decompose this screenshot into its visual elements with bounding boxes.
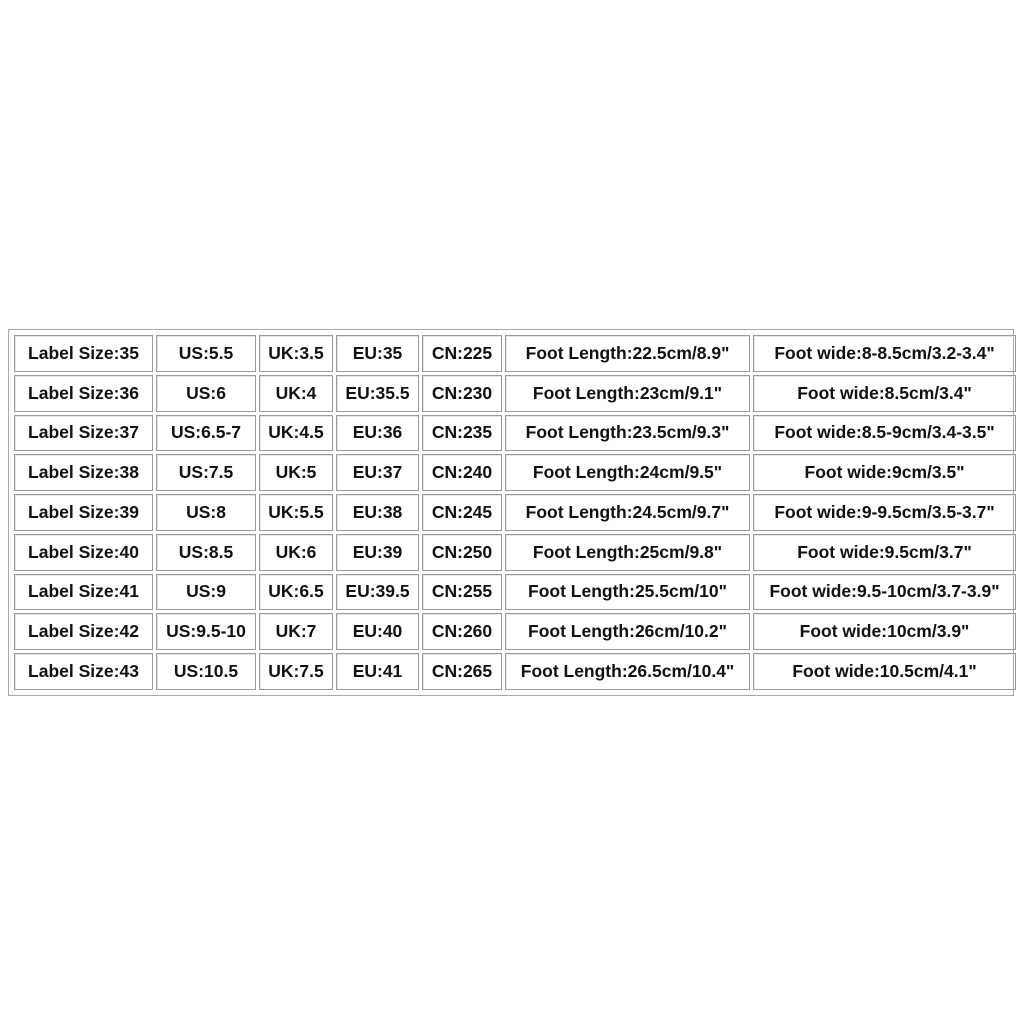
- uk-size-cell: UK:6.5: [259, 574, 333, 611]
- foot-wide-cell: Foot wide:9cm/3.5": [753, 454, 1016, 491]
- table-row: [14, 415, 1016, 452]
- foot-length-cell: Foot Length:25cm/9.8": [505, 534, 750, 571]
- table-row: [14, 494, 1016, 531]
- size-chart-table: [11, 332, 1019, 693]
- foot-length-cell: Foot Length:23cm/9.1": [505, 375, 750, 412]
- uk-size-cell: UK:5: [259, 454, 333, 491]
- cn-size-cell: CN:225: [422, 335, 502, 372]
- uk-size-cell: UK:6: [259, 534, 333, 571]
- table-row: [14, 653, 1016, 690]
- us-size-cell: US:7.5: [156, 454, 256, 491]
- eu-size-cell: EU:39.5: [336, 574, 419, 611]
- uk-size-cell: UK:7.5: [259, 653, 333, 690]
- foot-length-cell: Foot Length:26cm/10.2": [505, 613, 750, 650]
- cn-size-cell: CN:230: [422, 375, 502, 412]
- foot-wide-cell: Foot wide:9.5cm/3.7": [753, 534, 1016, 571]
- us-size-cell: US:6.5-7: [156, 415, 256, 452]
- foot-wide-cell: Foot wide:10.5cm/4.1": [753, 653, 1016, 690]
- cn-size-cell: CN:245: [422, 494, 502, 531]
- cn-size-cell: CN:265: [422, 653, 502, 690]
- foot-length-cell: Foot Length:26.5cm/10.4": [505, 653, 750, 690]
- uk-size-cell: UK:5.5: [259, 494, 333, 531]
- table-row: [14, 375, 1016, 412]
- foot-length-cell: Foot Length:25.5cm/10": [505, 574, 750, 611]
- cn-size-cell: CN:260: [422, 613, 502, 650]
- label-size-cell: Label Size:36: [14, 375, 153, 412]
- table-row: [14, 613, 1016, 650]
- label-size-cell: Label Size:35: [14, 335, 153, 372]
- uk-size-cell: UK:7: [259, 613, 333, 650]
- table-row: [14, 335, 1016, 372]
- cn-size-cell: CN:235: [422, 415, 502, 452]
- label-size-cell: Label Size:38: [14, 454, 153, 491]
- us-size-cell: US:8.5: [156, 534, 256, 571]
- foot-wide-cell: Foot wide:9.5-10cm/3.7-3.9": [753, 574, 1016, 611]
- foot-wide-cell: Foot wide:10cm/3.9": [753, 613, 1016, 650]
- foot-length-cell: Foot Length:24cm/9.5": [505, 454, 750, 491]
- eu-size-cell: EU:37: [336, 454, 419, 491]
- foot-length-cell: Foot Length:22.5cm/8.9": [505, 335, 750, 372]
- label-size-cell: Label Size:43: [14, 653, 153, 690]
- table-row: [14, 454, 1016, 491]
- foot-length-cell: Foot Length:23.5cm/9.3": [505, 415, 750, 452]
- label-size-cell: Label Size:42: [14, 613, 153, 650]
- us-size-cell: US:9.5-10: [156, 613, 256, 650]
- us-size-cell: US:8: [156, 494, 256, 531]
- foot-wide-cell: Foot wide:8.5-9cm/3.4-3.5": [753, 415, 1016, 452]
- cn-size-cell: CN:255: [422, 574, 502, 611]
- eu-size-cell: EU:39: [336, 534, 419, 571]
- foot-wide-cell: Foot wide:8-8.5cm/3.2-3.4": [753, 335, 1016, 372]
- table-row: [14, 534, 1016, 571]
- us-size-cell: US:5.5: [156, 335, 256, 372]
- eu-size-cell: EU:35: [336, 335, 419, 372]
- label-size-cell: Label Size:37: [14, 415, 153, 452]
- us-size-cell: US:6: [156, 375, 256, 412]
- label-size-cell: Label Size:40: [14, 534, 153, 571]
- us-size-cell: US:9: [156, 574, 256, 611]
- cn-size-cell: CN:240: [422, 454, 502, 491]
- label-size-cell: Label Size:41: [14, 574, 153, 611]
- size-chart-frame: [8, 329, 1014, 696]
- eu-size-cell: EU:38: [336, 494, 419, 531]
- label-size-cell: Label Size:39: [14, 494, 153, 531]
- foot-length-cell: Foot Length:24.5cm/9.7": [505, 494, 750, 531]
- eu-size-cell: EU:41: [336, 653, 419, 690]
- uk-size-cell: UK:4.5: [259, 415, 333, 452]
- cn-size-cell: CN:250: [422, 534, 502, 571]
- eu-size-cell: EU:35.5: [336, 375, 419, 412]
- eu-size-cell: EU:40: [336, 613, 419, 650]
- uk-size-cell: UK:3.5: [259, 335, 333, 372]
- table-row: [14, 574, 1016, 611]
- uk-size-cell: UK:4: [259, 375, 333, 412]
- foot-wide-cell: Foot wide:8.5cm/3.4": [753, 375, 1016, 412]
- eu-size-cell: EU:36: [336, 415, 419, 452]
- foot-wide-cell: Foot wide:9-9.5cm/3.5-3.7": [753, 494, 1016, 531]
- us-size-cell: US:10.5: [156, 653, 256, 690]
